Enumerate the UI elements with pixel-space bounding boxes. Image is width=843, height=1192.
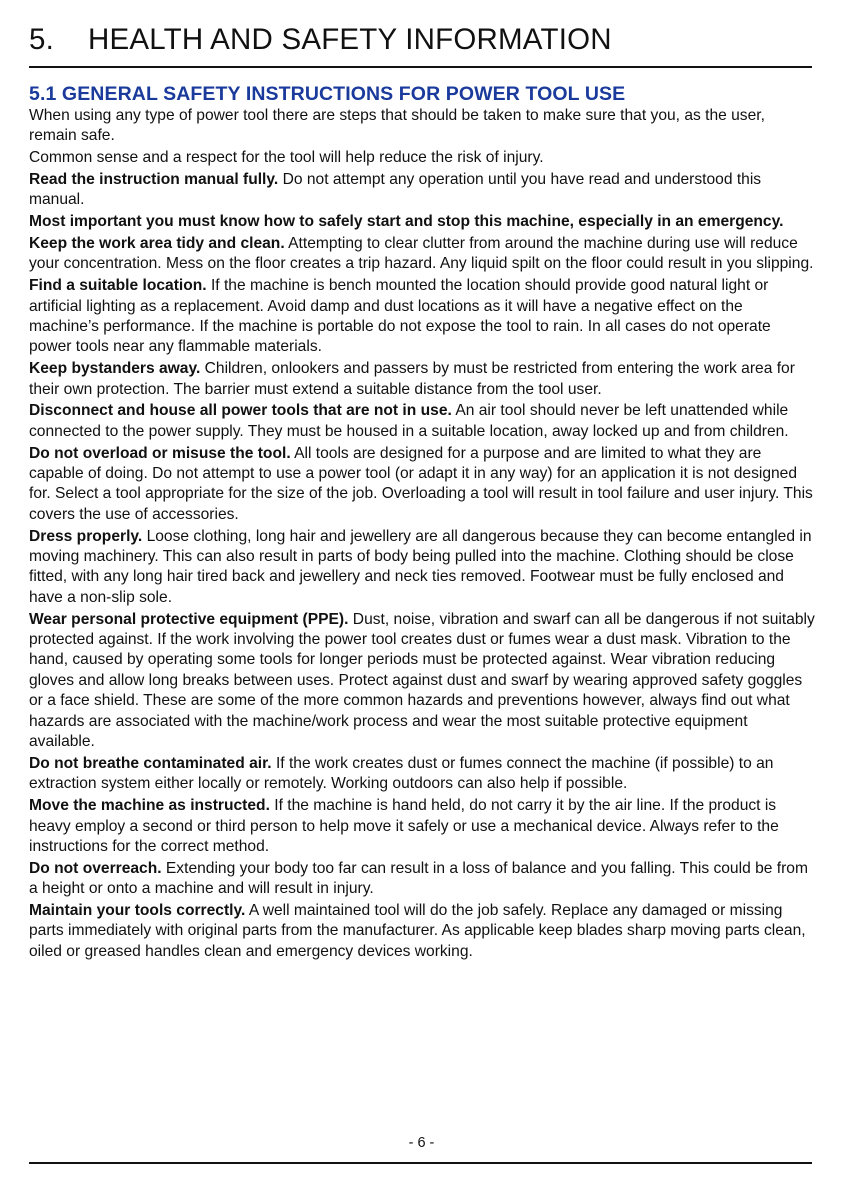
- paragraph-lead: Disconnect and house all power tools that are not in use.: [29, 402, 452, 420]
- paragraph-disconnect: [29, 401, 816, 442]
- paragraph-lead: Do not overload or misuse the tool.: [29, 444, 291, 462]
- paragraph-lead: Do not breathe contaminated air.: [29, 754, 272, 772]
- paragraph-lead: Read the instruction manual fully.: [29, 171, 279, 188]
- footer-divider: [29, 1162, 812, 1164]
- paragraph-bystanders: [29, 359, 816, 400]
- paragraph-lead: Dress properly.: [29, 527, 143, 545]
- paragraph-lead: Do not overreach.: [29, 859, 162, 877]
- paragraph-text: Children, onlookers and passers by must be restricted from entering the work area for their own protection. The barrier must extend a suitable distance from the tool user.: [29, 360, 795, 398]
- paragraph-lead: Keep bystanders away.: [29, 360, 201, 378]
- chapter-number: 5.: [29, 23, 55, 56]
- paragraph-text: A well maintained tool will do the job safely. Replace any damaged or missing parts immediately with original parts from the manufacturer. As applicable keep blades sharp moving parts clean, oiled or greased handles clean and emergency devices working.: [29, 901, 806, 960]
- paragraph-lead: Most important you must know how to safely start and stop this machine, especially in an emergency.: [29, 213, 784, 231]
- paragraph-lead: Maintain your tools correctly.: [29, 901, 246, 919]
- paragraph-text: When using any type of power tool there are steps that should be taken to make sure that you, as the user, remain safe.: [29, 107, 765, 145]
- section-title: 5.1 GENERAL SAFETY INSTRUCTIONS FOR POWER TOOL USE: [29, 83, 626, 105]
- paragraph-work-area: [29, 234, 816, 275]
- paragraph-ppe: [29, 610, 816, 753]
- paragraph-text: Loose clothing, long hair and jewellery are all dangerous because they can become entangled in moving machinery. This can also result in parts of body being pulled into the machine. Clothing should be close fitted, with any long hair tired back and jewellery and neck ties removed. Footwear must be fully enclosed and have a non-slip sole.: [29, 527, 812, 606]
- paragraph-contaminated-air: [29, 754, 816, 795]
- paragraph-overreach: [29, 859, 816, 900]
- paragraph-lead: Wear personal protective equipment (PPE).: [29, 610, 349, 628]
- paragraph-text: An air tool should never be left unattended while connected to the power supply. They must be housed in a suitable location, away locked up and from children.: [29, 402, 789, 440]
- paragraph-text: Extending your body too far can result in a loss of balance and you falling. This could be from a height or onto a machine and will result in injury.: [29, 859, 808, 898]
- page-number: - 6 -: [408, 1135, 435, 1151]
- paragraph-text: Do not attempt any operation until you have read and understood this manual.: [29, 171, 762, 209]
- paragraph-text: If the machine is hand held, do not carry it by the air line. If the product is heavy employ a second or third person to help move it safely or use a mechanical device. Always refer to the instructions for the correct method.: [29, 797, 779, 855]
- chapter-title-text: HEALTH AND SAFETY INFORMATION: [88, 23, 612, 56]
- paragraph-text: Common sense and a respect for the tool will help reduce the risk of injury.: [29, 149, 544, 167]
- header-divider: [29, 66, 812, 68]
- paragraph-common-sense: [29, 148, 816, 168]
- paragraph-lead: Find a suitable location.: [29, 277, 207, 295]
- paragraph-text: If the machine is bench mounted the location should provide good natural light or artificial lighting as a replacement. Avoid damp and dust locations as it will have a negative effect on the machine’s performance. If the machine is portable do not expose the tool to rain. In all cases do not operate power tools near any flammable materials.: [29, 277, 771, 356]
- paragraph-dress: [29, 527, 816, 609]
- paragraph-lead: Keep the work area tidy and clean.: [29, 235, 285, 252]
- paragraph-start-stop: [29, 212, 816, 232]
- paragraph-text: All tools are designed for a purpose and are limited to what they are capable of doing. Do not attempt to use a power tool (or adapt it in any way) for an application it is not designed for. Select a tool appropriate for the size of the job. Overloading a tool will result in tool failure and user injury. This covers the use of accessories.: [29, 444, 813, 523]
- paragraph-location: [29, 276, 816, 358]
- paragraph-text: If the work creates dust or fumes connect the machine (if possible) to an extraction system either locally or remotely. Working outdoors can also help if possible.: [29, 754, 774, 793]
- paragraph-text: Attempting to clear clutter from around the machine during use will reduce your concentration. Mess on the floor creates a trip hazard. Any liquid spilt on the floor could result in you slipping.: [29, 235, 814, 273]
- safety-instructions-body: [29, 106, 816, 964]
- paragraph-move-machine: [29, 796, 816, 857]
- chapter-title: [29, 20, 819, 60]
- paragraph-read-manual: [29, 170, 816, 211]
- paragraph-intro: [29, 106, 816, 147]
- paragraph-text: Dust, noise, vibration and swarf can all be dangerous if not suitably protected against. If the work involving the power tool creates dust or fumes wear a dust mask. Vibration to the hand, caused by operating some tools for longer periods must be protected against. Wear vibration reducing gloves and allow long breaks between uses. Protect against dust and swarf by wearing approved safety goggles or a face shield. These are some of the more common hazards and preventions however, always find out what hazards are associated with the machine/work process and wear the most suitable protective equipment available.: [29, 610, 815, 751]
- paragraph-lead: Move the machine as instructed.: [29, 797, 270, 815]
- paragraph-maintain: [29, 901, 816, 962]
- paragraph-overload: [29, 444, 816, 526]
